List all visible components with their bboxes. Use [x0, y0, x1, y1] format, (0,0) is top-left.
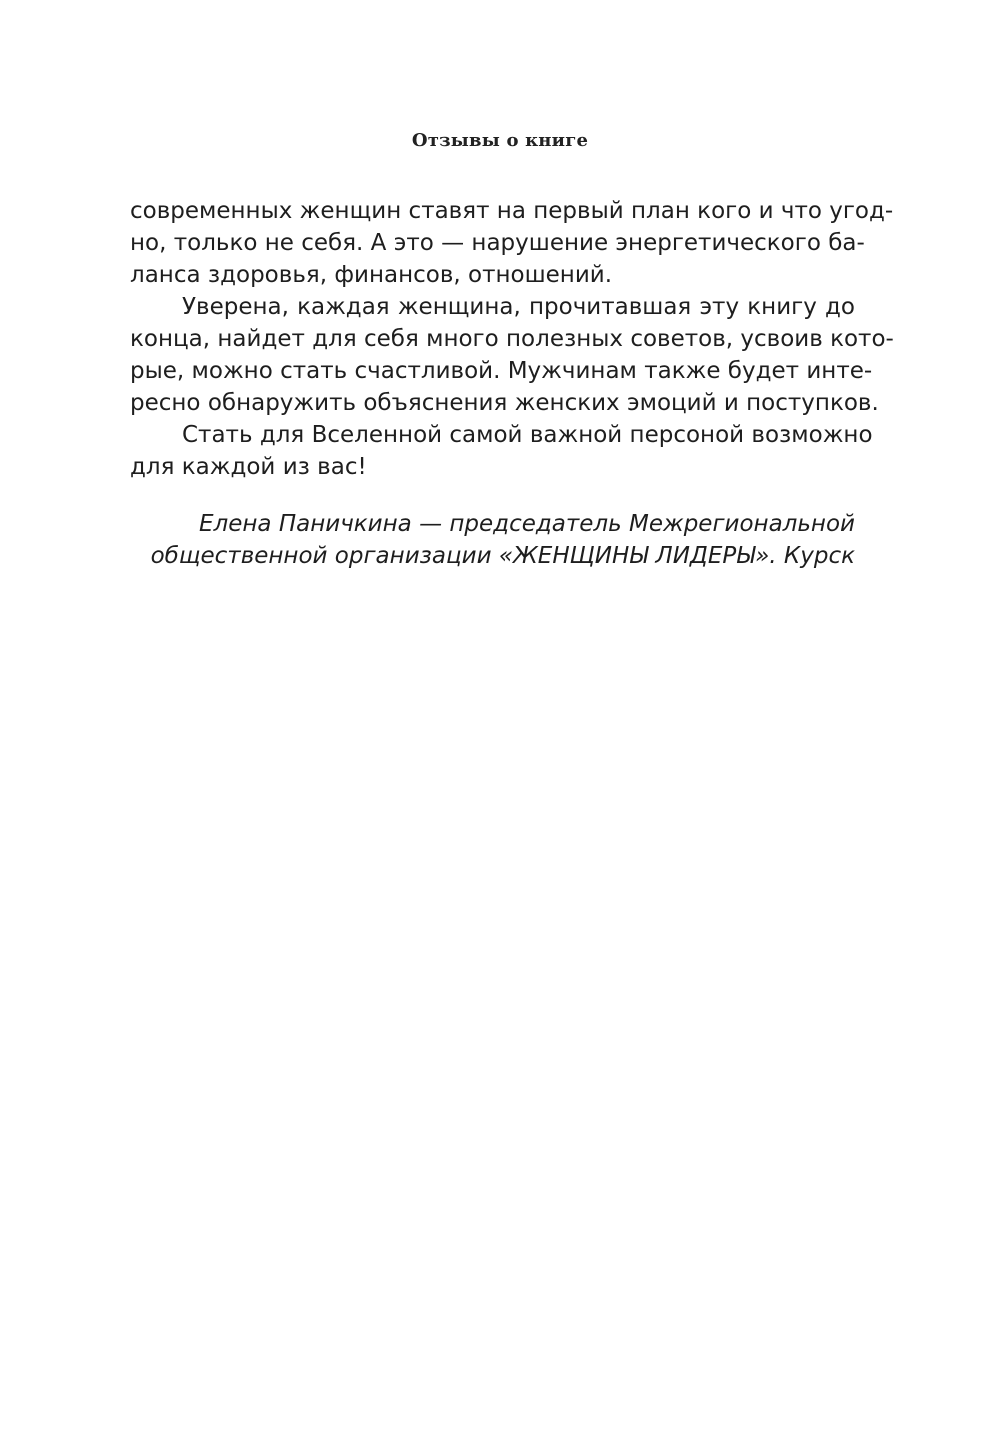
text-line: ланса здоровья, финансов, отношений. — [130, 262, 613, 288]
review-attribution — [130, 508, 855, 572]
text-line: Стать для Вселенной самой важной персоной возможно — [182, 422, 873, 448]
text-line: для каждой из вас! — [130, 454, 367, 480]
text-line: конца, найдет для себя много полезных советов, усвоив кото- — [130, 326, 894, 352]
text-line: ресно обнаружить объяснения женских эмоций и поступков. — [130, 390, 879, 416]
text-line: рые, можно стать счастливой. Мужчинам также будет инте- — [130, 358, 873, 384]
text-line: Уверена, каждая женщина, прочитавшая эту книгу до — [182, 294, 855, 320]
running-title: Отзывы о книге — [411, 130, 589, 151]
text-line: современных женщин ставят на первый план кого и что угод- — [130, 198, 894, 224]
review-text — [130, 195, 894, 483]
text-line: но, только не себя. А это — нарушение энергетического ба- — [130, 230, 865, 256]
attribution-line: общественной организации «ЖЕНЩИНЫ ЛИДЕРЫ». Курск — [150, 543, 855, 569]
attribution-line: Елена Паничкина — председатель Межрегиональной — [199, 511, 855, 537]
